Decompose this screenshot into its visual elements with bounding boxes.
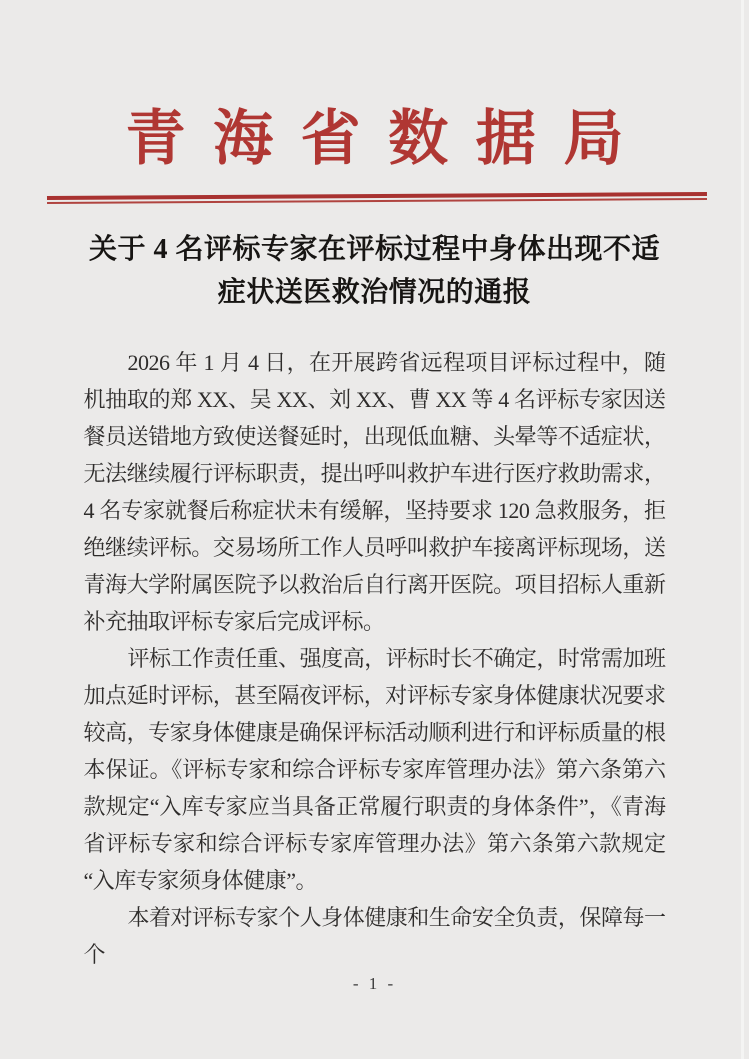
document-letterhead [0, 0, 749, 176]
letterhead-divider-line [47, 192, 707, 204]
agency-name-header: 青海省数据局 [125, 106, 652, 172]
page-number: - 1 - [352, 974, 397, 993]
body-paragraph-3: 本着对评标专家个人身体健康和生命安全负责，保障每一个 [83, 905, 666, 967]
scan-edge-artifact [741, 0, 744, 1059]
document-title: 关于 4 名评标专家在评标过程中身体出现不适症状送医救治情况的通报 [88, 234, 660, 308]
body-paragraph-2: 评标工作责任重、强度高，评标时长不确定，时常需加班加点延时评标，甚至隔夜评标，对评标专家身体健康状况要求较高，专家身体健康是确保评标活动顺利进行和评标质量的根本保证。《评标专家和综合评标专家库管理办法》第六条第六款规定“入库专家应当具备正常履行职责的身体条件”，《青海省评标专家和综合评标专家库管理办法》第六条第六款规定“入库专家须身体健康”。 [83, 646, 666, 893]
document-body [84, 344, 666, 973]
body-paragraph-1: 2026 年 1 月 4 日，在开展跨省远程项目评标过程中，随机抽取的郑 XX、吴 XX、刘 XX、曹 XX 等 4 名评标专家因送餐员送错地方致使送餐延时，出现低血糖、头晕等不适症状，无法继续履行评标职责，提出呼叫救护车进行医疗救助需求，4 名专家就餐后称症状未有缓解，坚持要求 120 急救服务，拒绝继续评标。交易场所工作人员呼叫救护车接离评标现场，送青海大学附属医院予以救治后自行离开医院。项目招标人重新补充抽取评标专家后完成评标。 [83, 350, 666, 634]
